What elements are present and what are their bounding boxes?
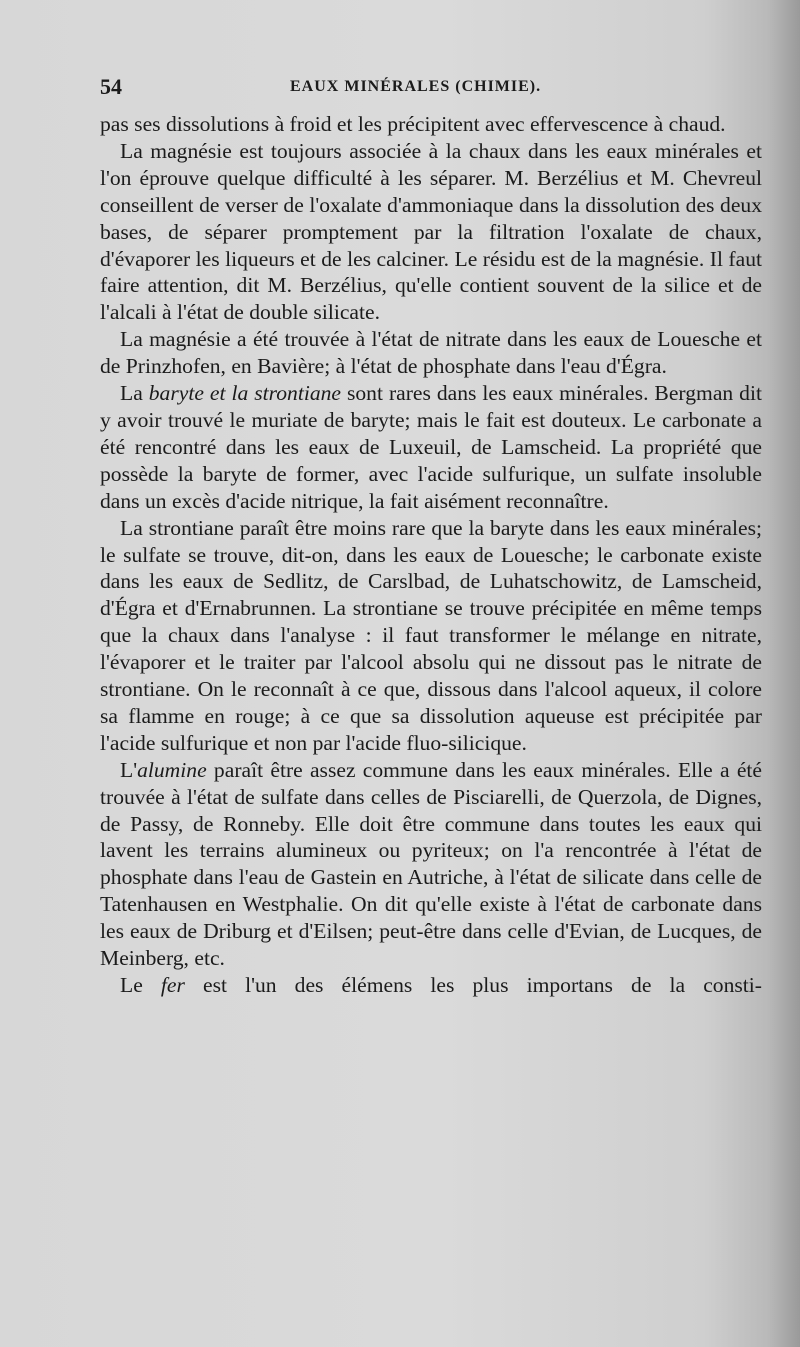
paragraph-strontiane: La strontiane paraît être moins rare que la baryte dans les eaux minérales; le sulfate se trouve, dit-on, dans les eaux de Louesche; le carbonate existe dans les eaux de Sedlitz, de Carslbad, de Luhatschowitz, de Lamscheid, d'Égra et d'Ernabrunnen. La strontiane se trouve précipitée en même temps que la chaux dans l'analyse : il faut transformer le mélange en nitrate, l'évaporer et le traiter par l'alcool absolu qui ne dissout pas le nitrate de strontiane. On le reconnaît à ce que, dissous dans l'alcool aqueux, il colore sa flamme en rouge; à ce que sa dissolution aqueuse est précipitée par l'acide sulfurique et non par l'acide fluo-silicique. [100,515,762,755]
paragraph-magnesie-separation: La magnésie est toujours associée à la chaux dans les eaux minérales et l'on éprouve quelque difficulté à les séparer. M. Berzélius et M. Chevreul conseillent de verser de l'oxalate d'ammoniaque dans la dissolution des deux bases, de séparer promptement par la filtration l'oxalate de chaux, d'évaporer les liqueurs et de les calciner. Le résidu est de la magnésie. Il faut faire attention, dit M. Berzélius, qu'elle contient souvent de la silice et de l'alcali à l'état de double silicate. [100,138,762,325]
paragraph-lead: L' [120,757,138,782]
paragraph-magnesie-nitrate: La magnésie a été trouvée à l'état de nitrate dans les eaux de Louesche et de Prinzhofen, en Bavière; à l'état de phosphate dans l'eau d'Égra. [100,327,762,379]
paragraph-rest: paraît être assez commune dans les eaux minérales. Elle a été trouvée à l'état de sulfate dans celles de Pisciarelli, de Querzola, de Dignes, de Passy, de Ronneby. Elle doit être commune dans toutes les eaux qui lavent les terrains alumineux ou pyriteux; on l'a rencontrée à l'état de phosphate dans l'eau de Gastein en Autriche, à l'état de silicate dans celle de Tatenhausen en Westphalie. On dit qu'elle existe à l'état de carbonate dans les eaux de Driburg et d'Eilsen; peut-être dans celle d'Evian, de Lucques, de Meinberg, etc. [100,757,762,971]
italic-term-fer: fer [160,973,185,997]
page-header [100,74,760,104]
paragraph-rest: sont rares dans les eaux minérales. Bergman dit y avoir trouvé le muriate de baryte; mais le fait est douteux. Le carbonate a été rencontré dans les eaux de Luxeuil, de Lamscheid. La propriété que possède la baryte de former, avec l'acide sulfurique, un sulfate insoluble dans un excès d'acide nitrique, la fait aisément reconnaître. [100,381,762,513]
paragraph-alumine [100,757,762,972]
paragraph-lead: Le [120,973,161,997]
body-text [100,111,762,999]
paragraph-continuation: pas ses dissolutions à froid et les précipitent avec effervescence à chaud. [100,112,726,136]
running-head: EAUX MINÉRALES (CHIMIE). [290,78,542,95]
italic-term-alumine: alumine [137,757,207,782]
paragraph-lead: La [120,381,149,406]
paragraph-rest: est l'un des élémens les plus importans de la consti- [184,973,762,997]
paragraph-fer [100,972,762,999]
italic-term-baryte-strontiane: baryte et la strontiane [148,381,341,406]
page-number: 54 [100,74,122,99]
paragraph-baryte-strontiane [100,380,762,515]
